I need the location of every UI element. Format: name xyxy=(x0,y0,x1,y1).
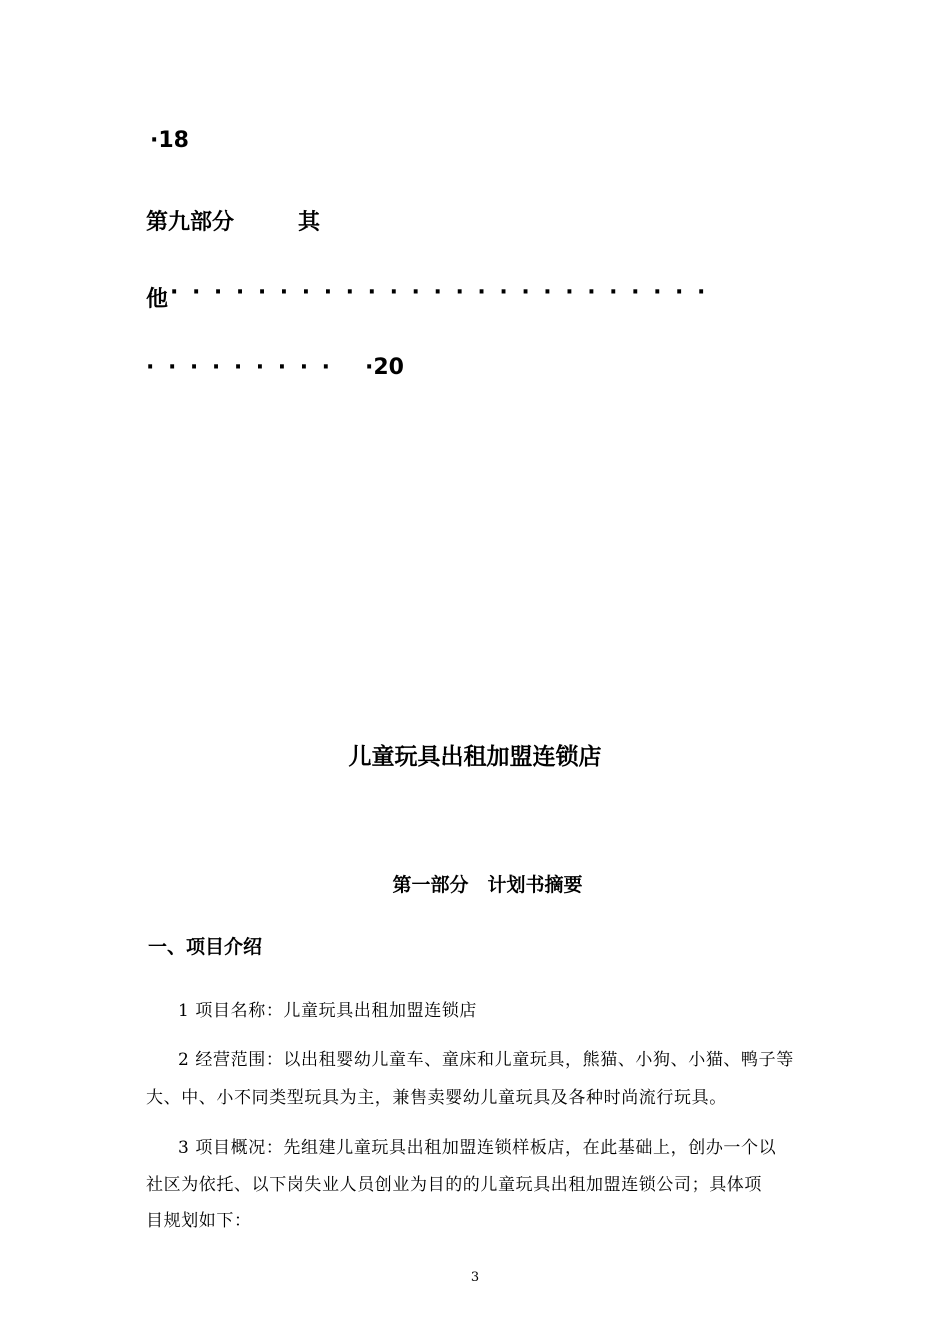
toc-leader: ········· xyxy=(146,355,344,380)
paragraph-scope-cont: 大、中、小不同类型玩具为主，兼售卖婴幼儿童玩具及各种时尚流行玩具。 xyxy=(146,1088,727,1108)
paragraph-project-name: 1 项目名称：儿童玩具出租加盟连锁店 xyxy=(178,1001,478,1021)
subsection-title: 一、项目介绍 xyxy=(148,936,263,958)
toc-part9-label[interactable]: 第九部分 xyxy=(146,210,235,235)
page-number: 3 xyxy=(470,1270,480,1285)
paragraph-overview-cont: 社区为依托、以下岗失业人员创业为目的的儿童玩具出租加盟连锁公司；具体项 xyxy=(146,1175,762,1195)
paragraph-overview: 3 项目概况：先组建儿童玩具出租加盟连锁样板店，在此基础上，创办一个以 xyxy=(178,1138,777,1158)
section-title: 第一部分 计划书摘要 xyxy=(392,874,583,896)
document-title: 儿童玩具出租加盟连锁店 xyxy=(348,744,602,770)
paragraph-overview-cont: 目规划如下： xyxy=(146,1211,252,1231)
toc-leader: ························· xyxy=(170,280,719,305)
toc-part9-title[interactable]: 其 xyxy=(298,210,321,235)
paragraph-scope: 2 经营范围：以出租婴幼儿童车、童床和儿童玩具，熊猫、小狗、小猫、鸭子等 xyxy=(178,1050,794,1070)
toc-page-number: ·20 xyxy=(365,355,404,380)
toc-part9-title-cont[interactable]: 他 xyxy=(146,287,169,312)
toc-page-ref: ·18 xyxy=(150,128,189,153)
